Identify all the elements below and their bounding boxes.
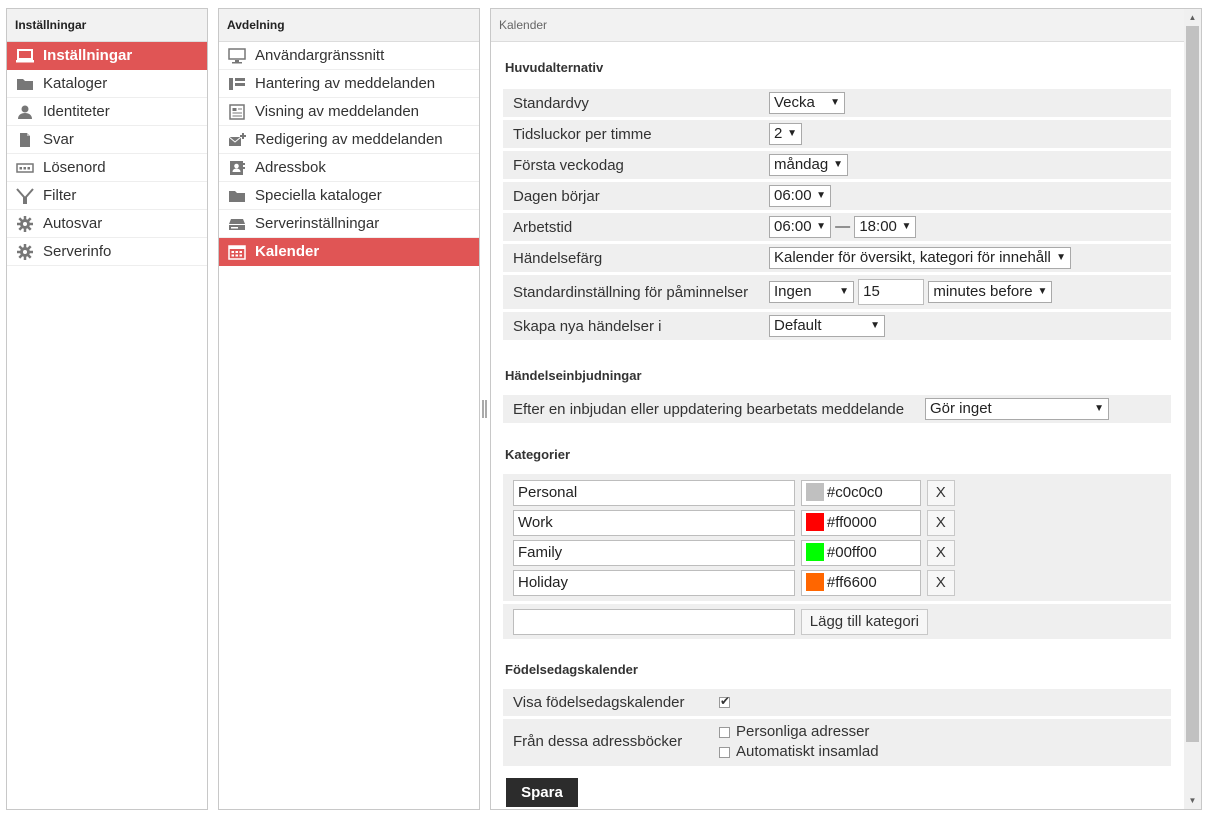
color-swatch (806, 573, 824, 591)
option-label: Arbetstid (503, 213, 769, 241)
scroll-down-icon[interactable]: ▼ (1188, 796, 1197, 805)
dropdown-arrow-icon: ▼ (1037, 286, 1048, 297)
option-row (503, 213, 1171, 241)
category-color-input[interactable]: #ff0000 (801, 510, 921, 536)
settings-item-label: Serverinfo (43, 243, 112, 260)
category-row (513, 480, 955, 506)
dropdown-arrow-icon: ▼ (816, 190, 826, 201)
remove-category-button[interactable]: X (927, 540, 955, 566)
server-icon (228, 216, 246, 232)
add-category-row (503, 604, 1171, 639)
birthday-sources-row (503, 719, 1171, 766)
birthday-show-row (503, 689, 1171, 716)
folder-icon (16, 76, 34, 92)
section-item-adressbok[interactable] (219, 154, 479, 182)
settings-nav (7, 42, 207, 266)
section-panel (218, 8, 480, 810)
categories-section-title: Kategorier (505, 447, 571, 462)
category-name-input[interactable]: Work (513, 510, 795, 536)
message-view-icon (228, 104, 246, 120)
calendar-settings-content (491, 43, 1184, 809)
laptop-icon (16, 48, 34, 64)
category-name-input[interactable]: Personal (513, 480, 795, 506)
section-item-label: Användargränssnitt (255, 47, 385, 64)
settings-item-label: Kataloger (43, 75, 108, 92)
option-row (503, 120, 1171, 148)
dropdown-arrow-icon: ▼ (1094, 403, 1104, 414)
option-label: Standardinställning för påminnelser (503, 275, 769, 309)
save-button[interactable]: Spara (506, 778, 578, 807)
option-label: Visa födelsedagskalender (513, 694, 685, 711)
calendar-settings-header: Kalender (491, 9, 1201, 42)
filter-icon (16, 188, 34, 204)
remove-category-button[interactable]: X (927, 570, 955, 596)
work-hours-separator: — (835, 217, 851, 235)
settings-item-autosvar[interactable] (7, 210, 207, 238)
panel-splitter[interactable] (482, 400, 488, 420)
dropdown-arrow-icon: ▼ (816, 221, 826, 232)
section-item-hantering[interactable] (219, 70, 479, 98)
category-color-input[interactable]: #00ff00 (801, 540, 921, 566)
settings-item-label: Lösenord (43, 159, 106, 176)
category-row (513, 540, 955, 566)
default-view-select[interactable]: Vecka ▼ (769, 92, 845, 114)
option-row (503, 244, 1171, 272)
section-item-label: Speciella kataloger (255, 187, 382, 204)
dropdown-arrow-icon: ▼ (833, 159, 843, 170)
color-swatch (806, 543, 824, 561)
address-source-item: Automatiskt insamlad (719, 743, 879, 760)
after-invitation-select[interactable]: Gör inget ▼ (925, 398, 1109, 420)
calendar-icon (228, 244, 246, 260)
settings-panel (6, 8, 208, 810)
option-label: Efter en inbjudan eller uppdatering bearbetats meddelande (503, 395, 925, 423)
scrollbar-thumb[interactable] (1186, 26, 1199, 742)
section-item-label: Kalender (255, 243, 320, 260)
section-nav (219, 42, 479, 266)
option-label: Standardvy (503, 89, 769, 117)
settings-item-label: Identiteter (43, 103, 110, 120)
dropdown-arrow-icon: ▼ (1056, 252, 1066, 263)
remove-category-button[interactable]: X (927, 480, 955, 506)
monitor-icon (228, 48, 246, 64)
section-item-redigering[interactable] (219, 126, 479, 154)
option-label: Första veckodag (503, 151, 769, 179)
person-icon (16, 104, 34, 120)
section-item-label: Adressbok (255, 159, 326, 176)
section-item-anvandargranssnitt[interactable] (219, 42, 479, 70)
option-row (503, 275, 1171, 309)
section-item-serverinstallningar[interactable] (219, 210, 479, 238)
category-row (513, 510, 955, 536)
calendar-settings-panel (490, 8, 1202, 810)
category-color-input[interactable]: #ff6600 (801, 570, 921, 596)
section-panel-header: Avdelning (219, 9, 479, 42)
list-icon (228, 76, 246, 92)
categories-list (503, 474, 1171, 601)
show-birthday-checkbox[interactable] (719, 697, 730, 708)
category-color-input[interactable]: #c0c0c0 (801, 480, 921, 506)
dropdown-arrow-icon: ▼ (839, 286, 849, 297)
settings-item-losenord[interactable] (7, 154, 207, 182)
collected-addresses-checkbox[interactable] (719, 747, 730, 758)
option-label: Dagen börjar (503, 182, 769, 210)
section-item-label: Serverinställningar (255, 215, 380, 232)
invitations-section-title: Händelseinbjudningar (505, 368, 642, 383)
event-color-select[interactable]: Kalender för översikt, kategori för innehåll ▼ (769, 247, 1071, 269)
settings-panel-header: Inställningar (7, 9, 207, 42)
option-row (503, 182, 1171, 210)
reminder-unit-select[interactable]: minutes before ▼ (928, 281, 1052, 303)
settings-item-kataloger[interactable] (7, 70, 207, 98)
color-swatch (806, 513, 824, 531)
first-day-select[interactable]: måndag ▼ (769, 154, 848, 176)
content-scrollbar[interactable] (1184, 9, 1201, 809)
section-item-kalender[interactable] (219, 238, 479, 266)
settings-item-label: Autosvar (43, 215, 103, 232)
section-item-speciella-kataloger[interactable] (219, 182, 479, 210)
option-label: Händelsefärg (503, 244, 769, 272)
option-row (503, 395, 1171, 423)
color-swatch (806, 483, 824, 501)
section-item-label: Visning av meddelanden (255, 103, 420, 120)
password-icon (16, 160, 34, 176)
folder-icon (228, 188, 246, 204)
option-row (503, 312, 1171, 340)
work-end-select[interactable]: 18:00 ▼ (854, 216, 916, 238)
reminder-amount-input[interactable]: 15 (858, 279, 924, 305)
settings-item-svar[interactable] (7, 126, 207, 154)
new-category-input[interactable] (513, 609, 795, 635)
create-events-in-select[interactable]: Default ▼ (769, 315, 885, 337)
option-row (503, 89, 1171, 117)
dropdown-arrow-icon: ▼ (870, 320, 880, 331)
settings-item-filter[interactable] (7, 182, 207, 210)
option-label: Skapa nya händelser i (503, 312, 769, 340)
settings-item-label: Svar (43, 131, 74, 148)
address-source-item: Personliga adresser (719, 723, 869, 740)
section-item-label: Redigering av meddelanden (255, 131, 443, 148)
gear-icon (16, 244, 34, 260)
dropdown-arrow-icon: ▼ (787, 128, 797, 139)
dropdown-arrow-icon: ▼ (830, 97, 840, 108)
document-icon (16, 132, 34, 148)
personal-addresses-checkbox[interactable] (719, 727, 730, 738)
option-row (503, 151, 1171, 179)
timeslots-select[interactable]: 2 ▼ (769, 123, 802, 145)
settings-item-installningar[interactable] (7, 42, 207, 70)
section-item-label: Hantering av meddelanden (255, 75, 436, 92)
option-label: Tidsluckor per timme (503, 120, 769, 148)
scroll-up-icon[interactable]: ▲ (1188, 13, 1197, 22)
addressbook-icon (228, 160, 246, 176)
category-name-input[interactable]: Holiday (513, 570, 795, 596)
work-start-select[interactable]: 06:00 ▼ (769, 216, 831, 238)
category-name-input[interactable]: Family (513, 540, 795, 566)
remove-category-button[interactable]: X (927, 510, 955, 536)
main-options-table (503, 86, 1171, 343)
category-row (513, 570, 955, 596)
day-start-select[interactable]: 06:00 ▼ (769, 185, 831, 207)
settings-item-label: Filter (43, 187, 77, 204)
dropdown-arrow-icon: ▼ (901, 221, 912, 232)
add-category-button[interactable]: Lägg till kategori (801, 609, 928, 635)
gear-icon (16, 216, 34, 232)
settings-item-serverinfo[interactable] (7, 238, 207, 266)
settings-item-identiteter[interactable] (7, 98, 207, 126)
reminder-type-select[interactable]: Ingen ▼ (769, 281, 854, 303)
invitations-table (503, 392, 1171, 426)
compose-icon (228, 132, 246, 148)
section-item-visning[interactable] (219, 98, 479, 126)
settings-item-label: Inställningar (43, 47, 133, 64)
birthday-section-title: Födelsedagskalender (505, 662, 638, 677)
option-label: Från dessa adressböcker (513, 733, 683, 750)
main-section-title: Huvudalternativ (505, 60, 604, 75)
